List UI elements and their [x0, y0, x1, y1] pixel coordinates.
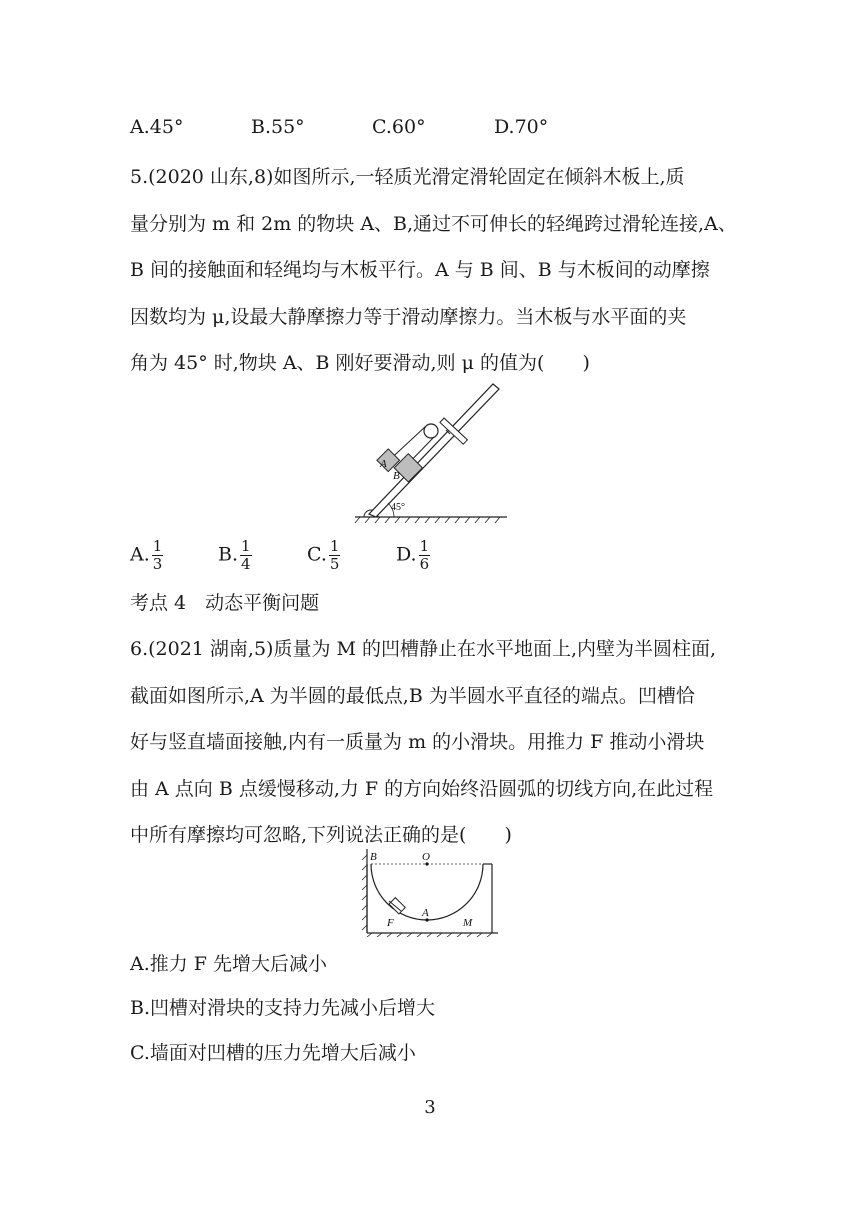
label-b: B [393, 470, 400, 482]
q5-option-c-prefix: C. [307, 543, 327, 566]
q5-incline-figure [350, 380, 510, 525]
q6-option-b: B.凹槽对滑块的支持力先减小后增大 [130, 997, 436, 1019]
q5-option-a-fraction [152, 538, 164, 573]
denominator: 3 [152, 555, 163, 573]
denominator: 4 [241, 555, 251, 573]
q5-option-d [396, 538, 430, 573]
numerator: 1 [241, 537, 251, 555]
label-a: A [422, 907, 429, 919]
wall-hatch [362, 855, 367, 930]
q6-line-3: 好与竖直墙面接触,内有一质量为 m 的小滑块。用推力 F 推动小滑块 [130, 731, 705, 753]
page-number: 3 [424, 1097, 436, 1118]
label-f: F [387, 917, 394, 929]
q5-option-a-prefix: A. [130, 543, 150, 566]
q4-option-b: B.55° [251, 116, 305, 138]
denominator: 6 [419, 555, 430, 573]
q4-option-a: A.45° [130, 116, 184, 138]
q5-option-a [130, 538, 163, 573]
label-o: O [422, 851, 430, 863]
q6-line-5: 中所有摩擦均可忽略,下列说法正确的是( ) [130, 824, 512, 846]
q6-line-1: 6.(2021 湖南,5)质量为 M 的凹槽静止在水平地面上,内壁为半圆柱面, [130, 638, 717, 660]
angle-label: 45° [391, 502, 405, 513]
q5-option-b [218, 538, 252, 573]
label-a: A [380, 458, 387, 470]
q5-line-1: 5.(2020 山东,8)如图所示,一轻质光滑定滑轮固定在倾斜木板上,质 [130, 166, 685, 188]
numerator: 1 [419, 537, 430, 555]
slider [389, 898, 405, 914]
denominator: 5 [329, 555, 340, 573]
q5-line-3: B 间的接触面和轻绳均与木板平行。A 与 B 间、B 与木板间的动摩擦 [130, 259, 710, 281]
q5-option-c-fraction [329, 538, 341, 573]
q5-option-d-prefix: D. [396, 543, 417, 566]
q6-option-a: A.推力 F 先增大后减小 [130, 953, 328, 975]
label-m: M [463, 917, 473, 929]
q5-line-4: 因数均为 μ,设最大静摩擦力等于滑动摩擦力。当木板与水平面的夹 [130, 306, 687, 328]
label-b: B [370, 851, 377, 863]
section-title: 考点 4 动态平衡问题 [130, 592, 320, 614]
q5-option-b-prefix: B. [218, 543, 239, 566]
q5-option-d-fraction [419, 538, 431, 573]
q4-option-c: C.60° [372, 116, 426, 138]
q6-line-2: 截面如图所示,A 为半圆的最低点,B 为半圆水平直径的端点。凹槽恰 [130, 685, 695, 707]
q6-groove-figure [360, 847, 502, 937]
q5-option-b-fraction [240, 538, 252, 573]
q5-line-5: 角为 45° 时,物块 A、B 刚好要滑动,则 μ 的值为( ) [130, 352, 590, 374]
pulley [424, 424, 438, 438]
q5-line-2: 量分别为 m 和 2m 的物块 A、B,通过不可伸长的轻绳跨过滑轮连接,A、 [130, 213, 737, 235]
q4-option-d: D.70° [494, 116, 549, 138]
q6-line-4: 由 A 点向 B 点缓慢移动,力 F 的方向始终沿圆弧的切线方向,在此过程 [130, 778, 714, 800]
q6-option-c: C.墙面对凹槽的压力先增大后减小 [130, 1042, 416, 1064]
ground-hatch [355, 517, 500, 523]
numerator: 1 [152, 537, 163, 555]
q5-option-c [307, 538, 340, 573]
numerator: 1 [329, 537, 340, 555]
